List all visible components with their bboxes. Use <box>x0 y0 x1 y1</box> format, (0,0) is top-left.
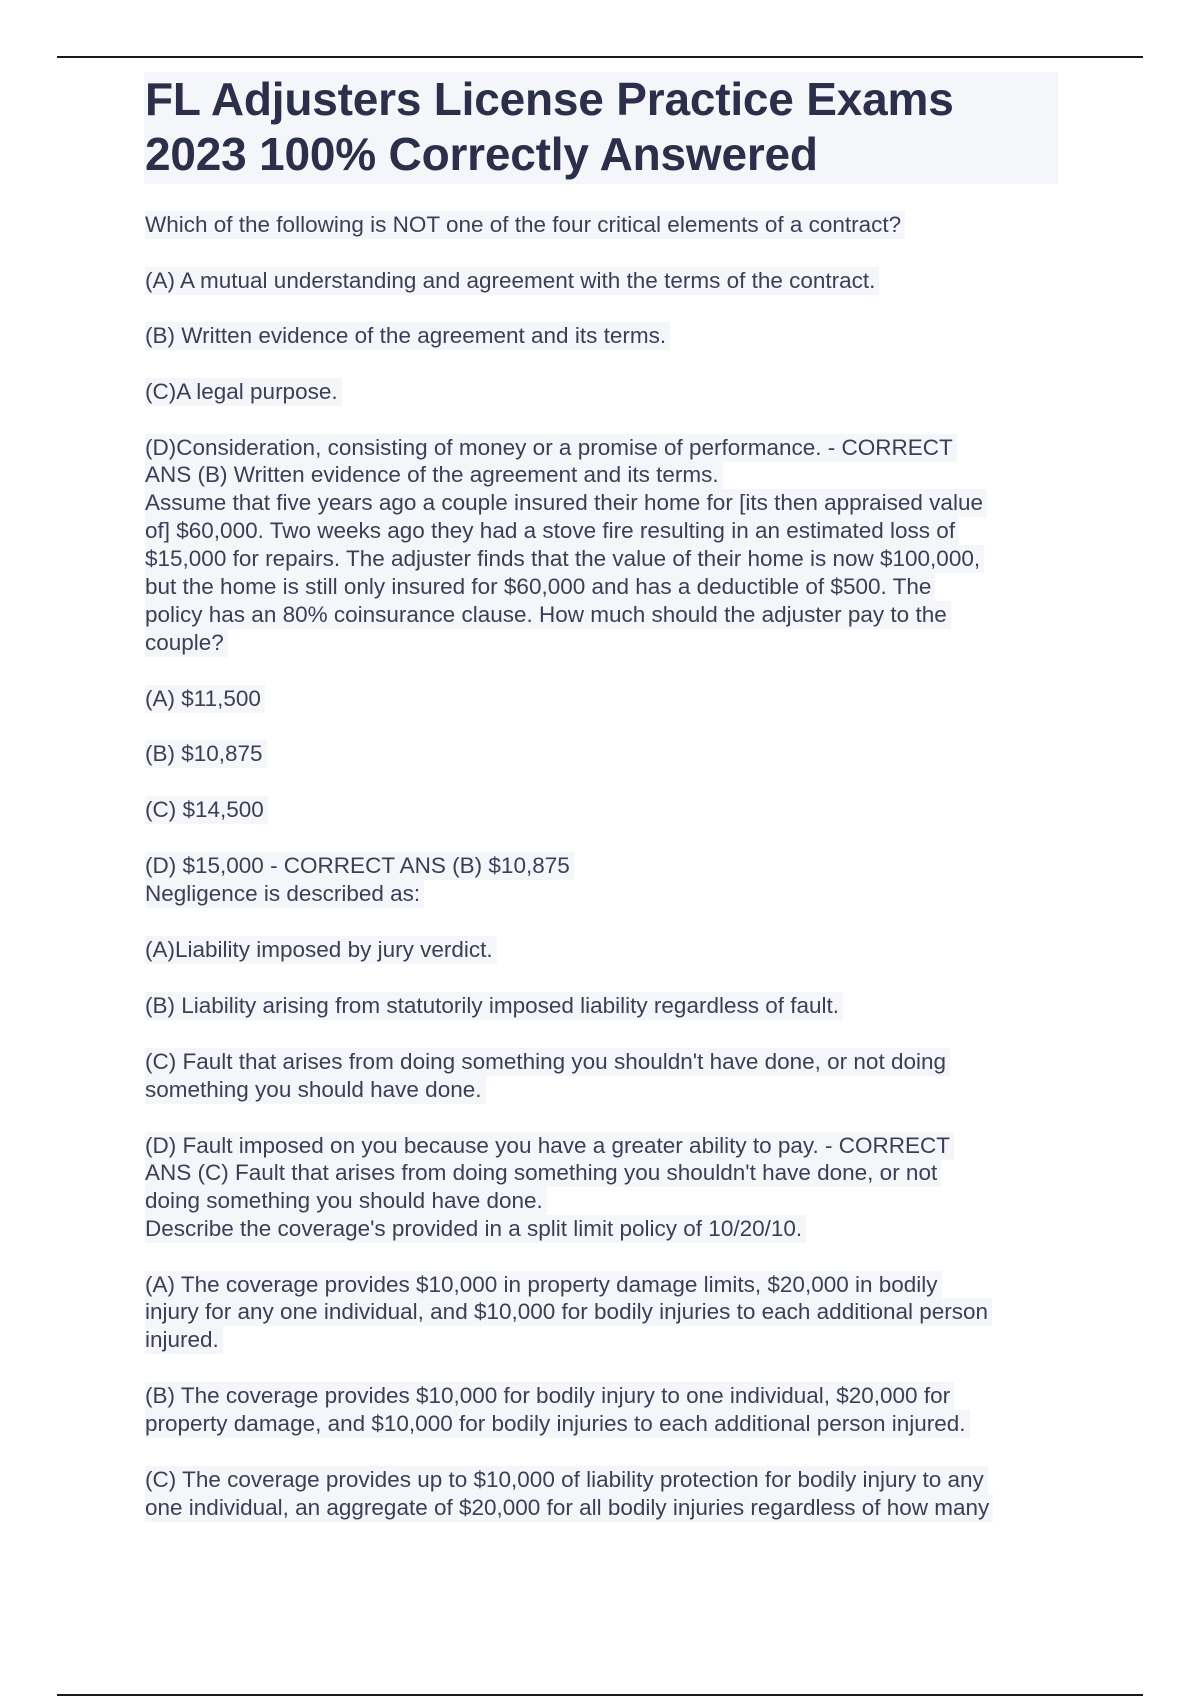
document-title-line-1: FL Adjusters License Practice Exams <box>145 73 954 125</box>
question-4-text: Describe the coverage's provided in a split limit policy of 10/20/10. <box>145 1215 806 1243</box>
question-2-option-a: (A) $11,500 <box>145 685 265 713</box>
question-3-answer: doing something you should have done. <box>145 1187 547 1215</box>
top-rule <box>57 56 1143 58</box>
question-2-option-c: (C) $14,500 <box>145 796 268 824</box>
document-title-line-2: 2023 100% Correctly Answered <box>145 128 818 180</box>
question-4-option-a: injury for any one individual, and $10,000 for bodily injuries to each additional person <box>145 1298 992 1326</box>
question-2-text: Assume that five years ago a couple insured their home for [its then appraised value <box>145 489 987 517</box>
question-4-option-a: injured. <box>145 1326 223 1354</box>
question-1-answer: ANS (B) Written evidence of the agreement and its terms. <box>145 461 723 489</box>
question-3-option-b: (B) Liability arising from statutorily imposed liability regardless of fault. <box>145 992 843 1020</box>
question-1-text: Which of the following is NOT one of the four critical elements of a contract? <box>145 211 905 239</box>
question-1-option-c: (C)A legal purpose. <box>145 378 342 406</box>
question-3-option-c: something you should have done. <box>145 1076 486 1104</box>
question-2-option-b: (B) $10,875 <box>145 740 267 768</box>
question-2-text: policy has an 80% coinsurance clause. How much should the adjuster pay to the <box>145 601 951 629</box>
question-3-option-c: (C) Fault that arises from doing something you shouldn't have done, or not doing <box>145 1048 950 1076</box>
question-4-option-b: property damage, and $10,000 for bodily injuries to each additional person injured. <box>145 1410 970 1438</box>
question-1-option-a: (A) A mutual understanding and agreement with the terms of the contract. <box>145 267 879 295</box>
question-1-option-b: (B) Written evidence of the agreement and its terms. <box>145 322 670 350</box>
question-4-option-a: (A) The coverage provides $10,000 in property damage limits, $20,000 in bodily <box>145 1271 942 1299</box>
bottom-rule <box>57 1694 1143 1696</box>
question-3-option-d: (D) Fault imposed on you because you have a greater ability to pay. - CORRECT <box>145 1132 954 1160</box>
question-3-text: Negligence is described as: <box>145 880 424 908</box>
question-1-option-d: (D)Consideration, consisting of money or a promise of performance. - CORRECT <box>145 434 957 462</box>
question-2-text: $15,000 for repairs. The adjuster finds that the value of their home is now $100,000, <box>145 545 984 573</box>
question-3-answer: ANS (C) Fault that arises from doing something you shouldn't have done, or not <box>145 1159 941 1187</box>
question-4-option-b: (B) The coverage provides $10,000 for bodily injury to one individual, $20,000 for <box>145 1382 954 1410</box>
question-4-option-c: (C) The coverage provides up to $10,000 of liability protection for bodily injury to any <box>145 1466 988 1494</box>
question-4-option-c: one individual, an aggregate of $20,000 for all bodily injuries regardless of how many <box>145 1494 993 1522</box>
question-2-text: but the home is still only insured for $60,000 and has a deductible of $500. The <box>145 573 935 601</box>
question-2-option-d-answer: (D) $15,000 - CORRECT ANS (B) $10,875 <box>145 852 574 880</box>
question-3-option-a: (A)Liability imposed by jury verdict. <box>145 936 497 964</box>
question-2-text: of] $60,000. Two weeks ago they had a stove fire resulting in an estimated loss of <box>145 517 959 545</box>
question-2-text: couple? <box>145 629 228 657</box>
